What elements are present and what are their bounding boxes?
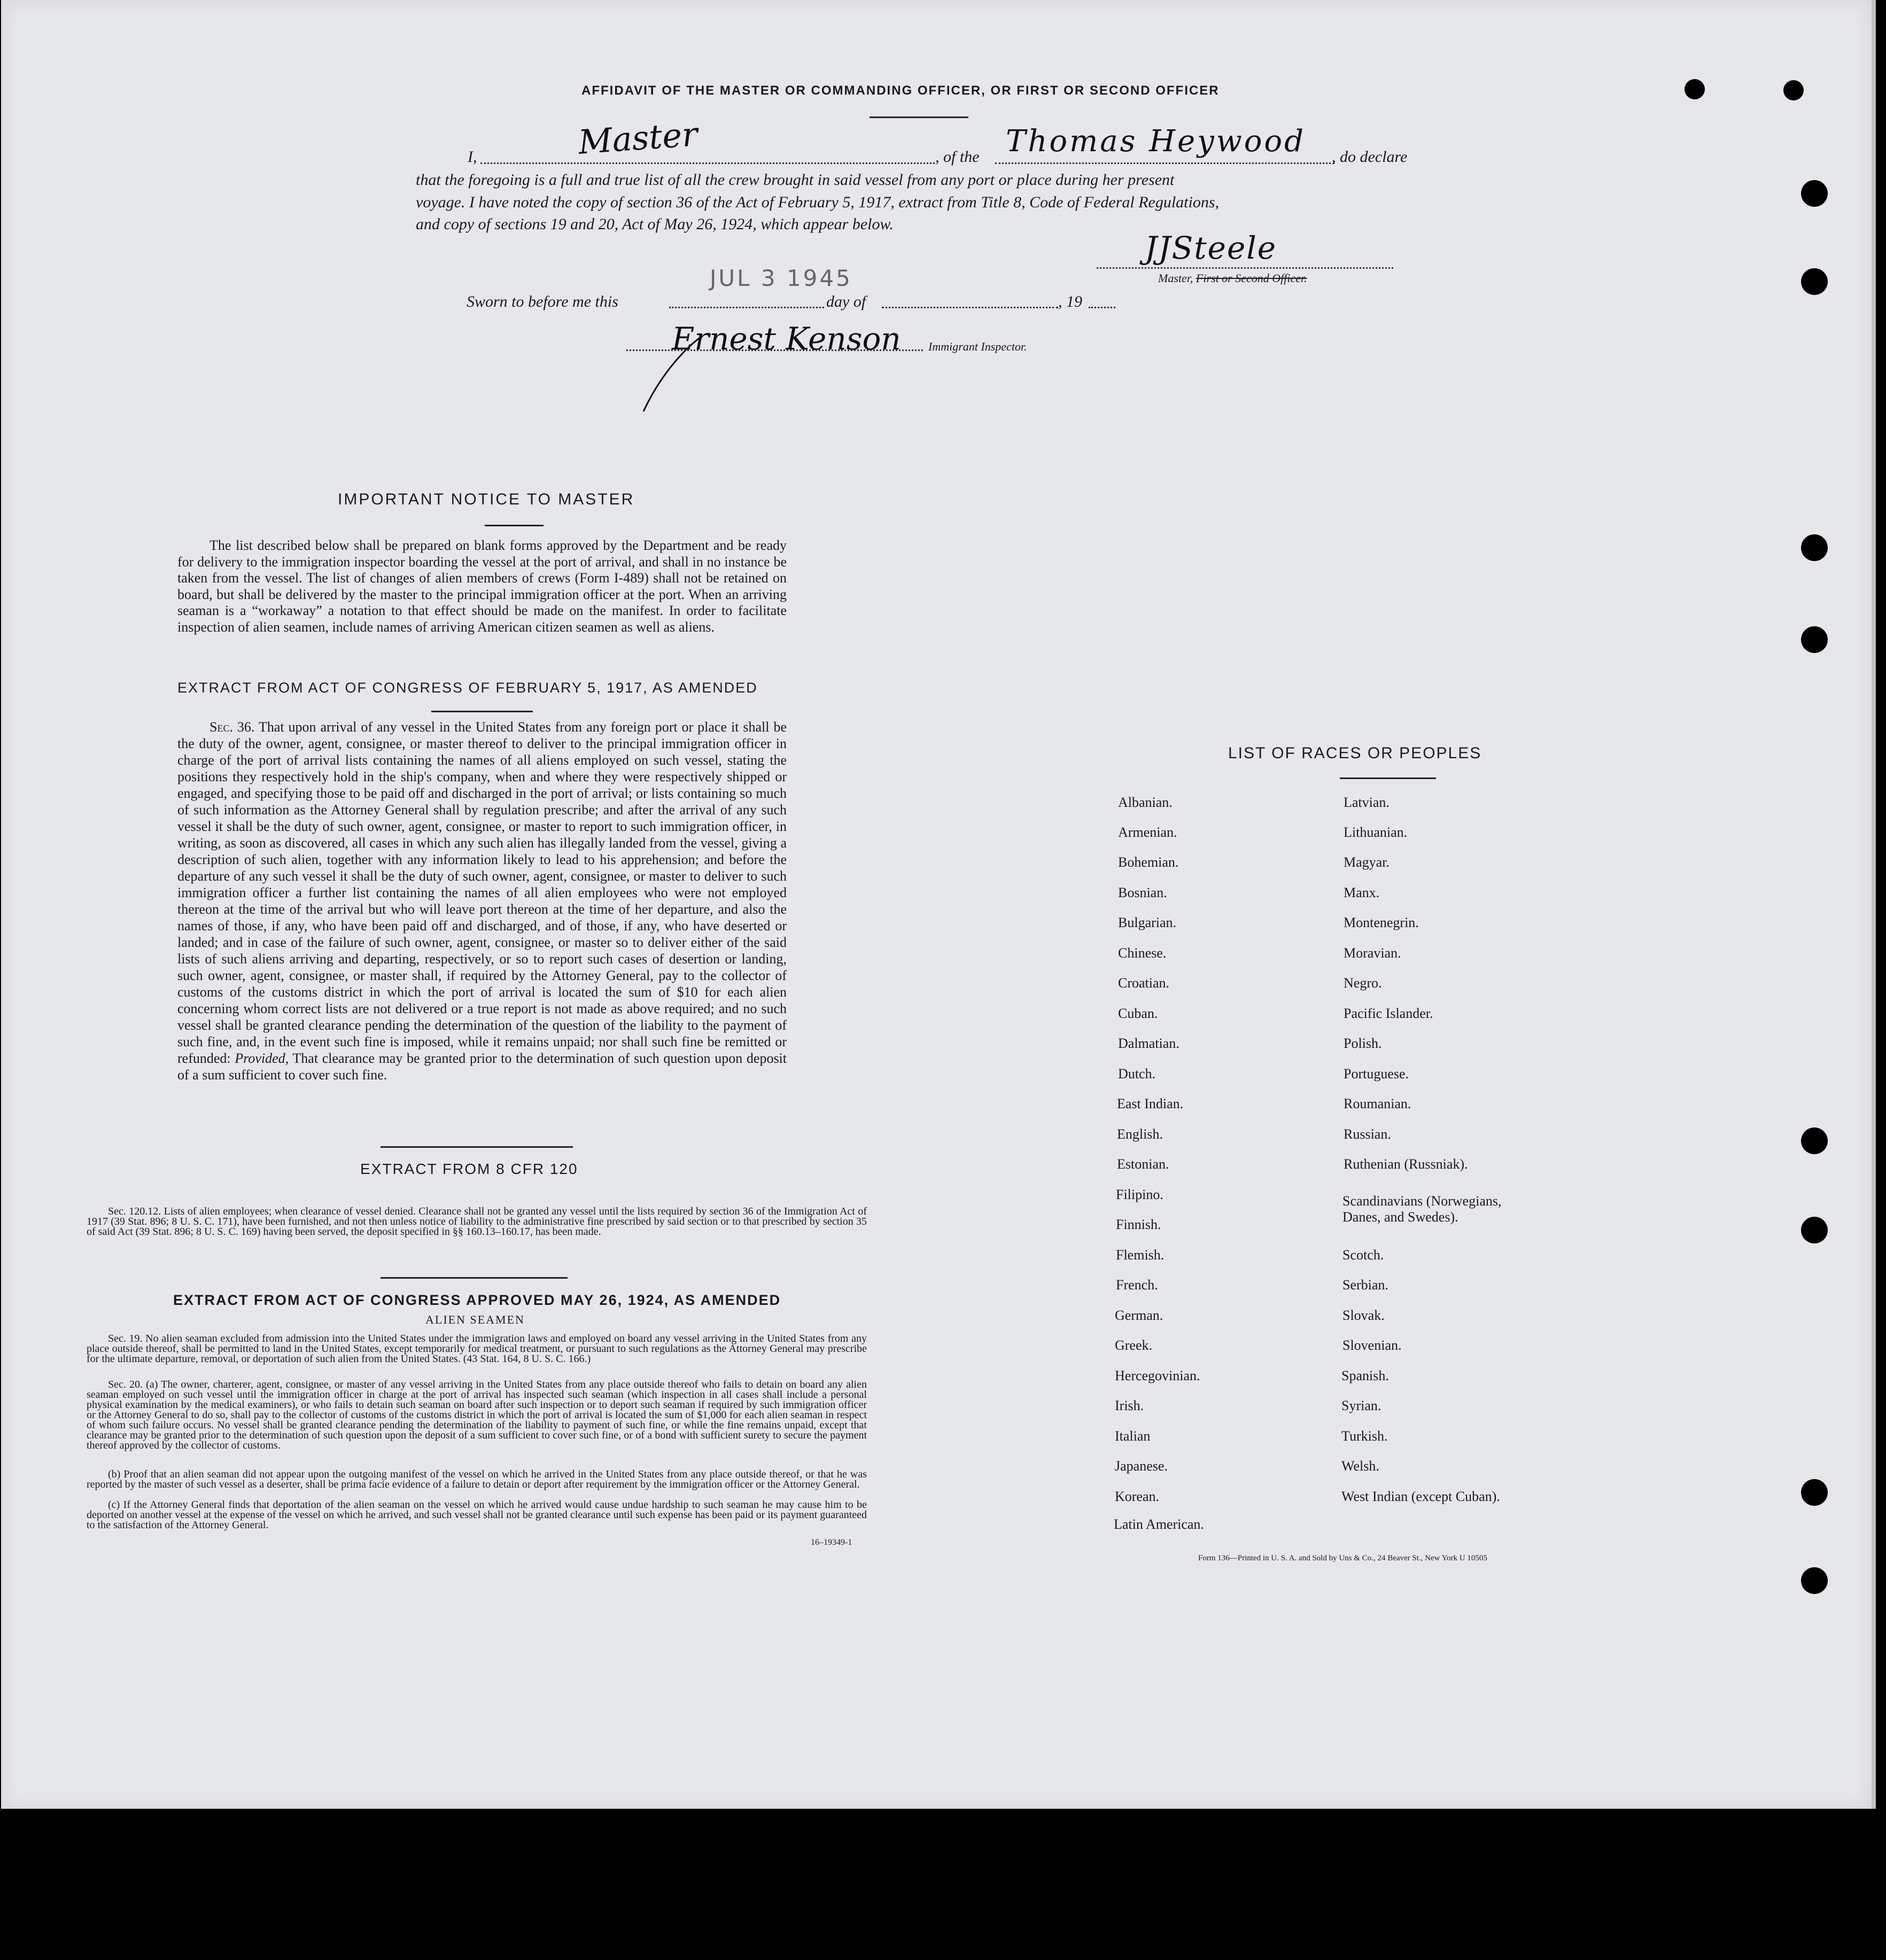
- extract-1917-rule: [431, 711, 533, 712]
- race-right: Montenegrin.: [1344, 915, 1419, 930]
- race-right: Roumanian.: [1344, 1096, 1411, 1111]
- race-right: Polish.: [1344, 1036, 1382, 1051]
- form-code: 16–19349-1: [811, 1538, 852, 1547]
- sec-36-text-end: That clearance may be granted prior to the determination of such question upon deposit of a sum sufficient to cover such fine.: [177, 1051, 787, 1083]
- race-left: Hercegovinian.: [1115, 1368, 1200, 1383]
- race-right: Slovenian.: [1342, 1337, 1402, 1353]
- race-left: Dutch.: [1118, 1066, 1156, 1082]
- race-right: Negro.: [1344, 975, 1382, 991]
- sec-20c-body: (c) If the Attorney General finds that deportation of the alien seaman on the vessel on which he arrived would cause undue hardship to such seaman he may cause him to be deported on another vessel at the expense of the vessel on which he arrived, and such vessel shall not be granted clearance until such expense has been paid or its payment guaranteed to the satisfaction of the Attorney General.: [87, 1499, 867, 1531]
- ink-spot: [1783, 80, 1804, 100]
- officer-caption: [1158, 271, 1307, 285]
- ink-spot: [1685, 79, 1705, 99]
- race-left: Flemish.: [1116, 1247, 1165, 1263]
- race-left: Japanese.: [1115, 1458, 1168, 1474]
- of-the-label: , of the: [935, 148, 980, 166]
- race-left: Albanian.: [1118, 795, 1173, 810]
- race-left: Bosnian.: [1118, 885, 1167, 900]
- punch-hole: [1801, 268, 1828, 295]
- race-left: Dalmatian.: [1118, 1036, 1179, 1051]
- master-name-field: [480, 145, 935, 164]
- race-left: Korean.: [1115, 1489, 1160, 1504]
- punch-hole: [1801, 1127, 1828, 1154]
- punch-hole: [1801, 1217, 1828, 1243]
- races-heading: LIST OF RACES OR PEOPLES: [1228, 744, 1482, 762]
- officer-signature: JJSteele: [1145, 230, 1277, 266]
- race-left: Chinese.: [1118, 945, 1167, 961]
- race-right: Syrian.: [1341, 1398, 1381, 1413]
- sec-19-body: Sec. 19. No alien seaman excluded from admission into the United States under the immigration laws and employed on board any vessel arriving in the United States from any place outside thereof, shall be permitted to land in the United States, except temporarily for medical treatment, or pursuant to such regulations as the Attorney General may prescribe for the ultimate departure, removal, or deportation of such alien from the United States. (43 Stat. 164, 8 U. S. C. 166.): [87, 1333, 867, 1365]
- inspector-caption: Immigrant Inspector.: [928, 340, 1027, 353]
- extract-1917-heading: EXTRACT FROM ACT OF CONGRESS OF FEBRUARY 5, 1917, AS AMENDED: [177, 680, 758, 696]
- race-right: Magyar.: [1344, 854, 1390, 870]
- officer-caption-master: Master,: [1158, 271, 1193, 285]
- affidavit-line-3: voyage. I have noted the copy of section 36 of the Act of February 5, 1917, extract from Title 8, Code of Federal Regulations,: [416, 193, 1220, 211]
- sworn-month-field: [882, 292, 1058, 308]
- inspector-signature-line: [626, 338, 923, 351]
- race-left: Croatian.: [1118, 975, 1170, 991]
- affidavit-i-label: I,: [468, 148, 477, 166]
- cfr-heading: EXTRACT FROM 8 CFR 120: [360, 1161, 578, 1177]
- sec-36-text: That upon arrival of any vessel in the United States from any foreign port or place it shall be the duty of the owner, agent, consignee, or master thereof to deliver to the principal immigration officer in charge of the port of arrival lists containing the names of all aliens employed on such vessel, stating the positions they respectively hold in the ship's company, when and where they were respectively shipped or engaged, and specifying those to be paid off and discharged in the port of arrival; or lists containing so much of such information as the Attorney General shall by regulation prescribe; and after the arrival of any such vessel it shall be the duty of such owner, agent, consignee, or master to report to such immigration officer, in writing, as soon as discovered, all cases in which any such alien has illegally landed from the vessel, giving a description of such alien, together with any information likely to lead to his apprehension; and before the departure of any such vessel it shall be the duty of such owner, agent, consignee, or master to deliver to such immigration officer a further list containing the names of all alien employees who were not employed thereon at the time of the arrival but who will leave port thereon at the time of her departure, and also the names of those, if any, who have been paid off and discharged, and of those, if any, who have deserted or landed; and in case of the failure of such owner, agent, consignee, or master so to deliver either of the said lists of such aliens arriving and departing, respectively, or so to report such cases of desertion or landing, such owner, agent, consignee, or master shall, if required by the Attorney General, pay to the collector of customs of the customs district in which the port of arrival is located the sum of $10 for each alien concerning whom correct lists are not delivered or a true report is not made as above required; and no such vessel shall be granted clearance pending the determination of the question of the liability to the payment of such fine, and, in the event such fine is imposed, while it remains unpaid; nor shall such fine be remitted or refunded:: [177, 719, 787, 1066]
- race-left: Estonian.: [1117, 1156, 1169, 1172]
- race-left: Cuban.: [1118, 1006, 1158, 1021]
- extract-1924-heading: EXTRACT FROM ACT OF CONGRESS APPROVED MAY 26, 1924, AS AMENDED: [173, 1292, 781, 1308]
- heading-rule: [870, 116, 968, 118]
- race-right: Manx.: [1344, 885, 1380, 900]
- cfr-body: Sec. 120.12. Lists of alien employees; when clearance of vessel denied. Clearance shall not be granted any vessel until the lists required by section 36 of the Immigration Act of 1917 (39 Stat. 896; 8 U. S. C. 171), have been furnished, and not then unless notice of liability to the administrative fine prescribed by said section or to that prescribed by section 35 of said Act (39 Stat. 896; 8 U. S. C. 169) having been served, the deposit specified in §§ 160.13–160.17, has been made.: [87, 1205, 867, 1238]
- race-left: Bulgarian.: [1118, 915, 1177, 930]
- race-left: Italian: [1115, 1428, 1151, 1444]
- provided-word: Provided,: [235, 1051, 289, 1066]
- race-left: Latin American.: [1114, 1516, 1204, 1532]
- day-of-label: day of: [826, 293, 866, 310]
- officer-caption-struck: First or Second Officer.: [1196, 271, 1307, 285]
- races-rule: [1340, 777, 1436, 779]
- race-left: Armenian.: [1118, 825, 1177, 840]
- do-declare-label: , do declare: [1332, 148, 1408, 166]
- cfr-end-rule: [381, 1277, 568, 1279]
- document-page: [1, 0, 1876, 1809]
- extract-1917-end-rule: [381, 1146, 573, 1148]
- notice-body: The list described below shall be prepared on blank forms approved by the Department and be ready for delivery to the immigration inspector boarding the vessel at the port of arrival, and shall in no instance be taken from the vessel. The list of changes of alien members of crews (Form I-489) shall not be retained on board, but shall be delivered by the master to the principal immigration officer at the port. When an arriving seaman is a “workaway” a notation to that effect should be made on the manifest. In order to facilitate inspection of alien seamen, include names of arriving American citizen seamen as well as aliens.: [177, 538, 787, 635]
- sec-20a-body: Sec. 20. (a) The owner, charterer, agent, consignee, or master of any vessel arriving in the United States from any place outside thereof who fails to detain on board any alien seaman employed on such vessel until the immigration officer in charge at the port of arrival has inspected such seaman (which inspection in all cases shall include a personal physical examination by the medical examiners), or who fails to detain such seaman on board after such inspection or to deport such seaman if required by such immigration officer or the Attorney General to do so, shall pay to the collector of customs of the customs district in which the port of arrival is located the sum of $1,000 for each alien seaman in respect of whom such failure occurs. No vessel shall be granted clearance pending the determination of the liability to payment of such fine, or while the fine remains unpaid, except that clearance may be granted prior to the determination of such question upon the deposit of a sum sufficient to cover such fine, or of a bond with sufficient surety to secure the payment thereof approved by the collector of customs.: [87, 1379, 867, 1451]
- officer-signature-line: [1097, 255, 1393, 269]
- year-prefix: , 19: [1058, 293, 1082, 310]
- sworn-label: Sworn to before me this: [467, 293, 618, 310]
- race-right: Pacific Islander.: [1344, 1006, 1433, 1021]
- race-right: Russian.: [1344, 1126, 1391, 1142]
- sec-20b-body: (b) Proof that an alien seaman did not appear upon the outgoing manifest of the vessel on which he arrived in the United States from any place outside thereof, or that he was reported by the master of such vessel as a deserter, shall be prima facie evidence of a failure to detain or deport after requirement by the immigration officer or the Attorney General.: [87, 1468, 867, 1490]
- affidavit-line-4: and copy of sections 19 and 20, Act of May 26, 1924, which appear below.: [416, 215, 894, 233]
- sec-36-label: Sec. 36.: [209, 719, 255, 735]
- race-left: German.: [1115, 1308, 1163, 1323]
- race-right: Lithuanian.: [1344, 825, 1408, 840]
- race-right: Serbian.: [1342, 1277, 1388, 1293]
- vessel-name-handwriting: Thomas Heywood: [1006, 124, 1306, 159]
- race-left: Irish.: [1115, 1398, 1144, 1413]
- alien-seamen-subheading: ALIEN SEAMEN: [425, 1313, 525, 1326]
- extract-1917-body: [177, 719, 787, 1083]
- affidavit-line-2: that the foregoing is a full and true list of all the crew brought in said vessel from any port or place during her present: [416, 171, 1175, 189]
- race-left: Greek.: [1115, 1337, 1153, 1353]
- notice-heading: IMPORTANT NOTICE TO MASTER: [338, 491, 635, 508]
- race-right: Ruthenian (Russniak).: [1344, 1156, 1468, 1172]
- punch-hole: [1801, 534, 1828, 561]
- race-right: Turkish.: [1341, 1428, 1388, 1444]
- master-name-handwriting: Master: [577, 114, 699, 162]
- sworn-year-field: [1089, 292, 1115, 308]
- race-right: Welsh.: [1341, 1458, 1379, 1474]
- race-right: Scandinavians (Norwegians, Danes, and Swedes).: [1342, 1193, 1502, 1225]
- race-right: Slovak.: [1342, 1308, 1385, 1323]
- race-left: Filipino.: [1116, 1187, 1163, 1202]
- race-left: English.: [1117, 1126, 1163, 1142]
- punch-hole: [1801, 626, 1828, 653]
- affidavit-heading: AFFIDAVIT OF THE MASTER OR COMMANDING OFFICER, OR FIRST OR SECOND OFFICER: [581, 83, 1220, 98]
- race-right: West Indian (except Cuban).: [1341, 1489, 1500, 1504]
- inspector-signature: Ernest Kenson: [672, 321, 901, 357]
- notice-rule: [485, 525, 544, 526]
- race-right: Scotch.: [1342, 1247, 1384, 1263]
- sworn-day-field: [669, 292, 824, 308]
- punch-hole: [1801, 180, 1828, 207]
- race-right: Latvian.: [1344, 795, 1390, 810]
- race-left: Bohemian.: [1118, 854, 1179, 870]
- race-right: Moravian.: [1344, 945, 1401, 961]
- race-left: Finnish.: [1116, 1217, 1161, 1232]
- race-left: East Indian.: [1117, 1096, 1184, 1111]
- date-stamp: JUL 3 1945: [710, 265, 852, 291]
- race-left: French.: [1116, 1277, 1158, 1293]
- form-footer: Form 136—Printed in U. S. A. and Sold by Uns & Co., 24 Beaver St., New York U 10505: [1198, 1554, 1487, 1562]
- race-right: Portuguese.: [1344, 1066, 1409, 1082]
- punch-hole: [1801, 1567, 1828, 1594]
- race-right: Spanish.: [1341, 1368, 1389, 1383]
- punch-hole: [1801, 1479, 1828, 1506]
